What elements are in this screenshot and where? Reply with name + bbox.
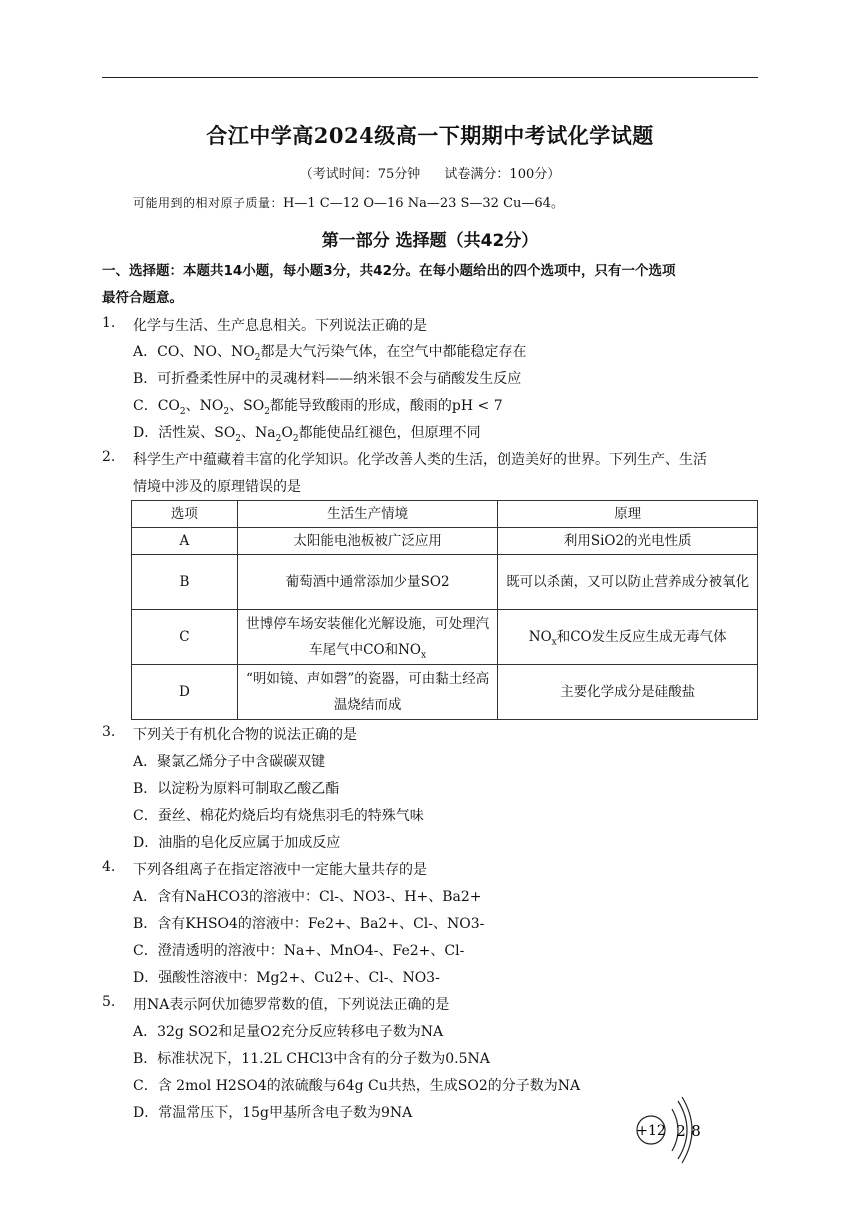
table-cell: C: [132, 610, 238, 665]
header-rule: [102, 77, 758, 78]
q4-option-a: A．含有NaHCO3的溶液中：Cl-、NO3-、H+、Ba2+: [133, 889, 482, 905]
exam-time: （考试时间：75分钟: [299, 167, 421, 182]
table-cell: “明如镜、声如磬”的瓷器，可由黏土经高温烧结而成: [237, 665, 498, 720]
q5-number: 5.: [102, 994, 116, 1010]
q1-stem: 化学与生活、生产息息相关。下列说法正确的是: [133, 318, 427, 334]
section-instructions-line2: 最符合题意。: [102, 290, 183, 306]
shell2-electrons: 8: [691, 1122, 701, 1140]
table-cell: B: [132, 555, 238, 610]
q5-option-b: B．标准状况下，11.2L CHCl3中含有的分子数为0.5NA: [133, 1051, 490, 1067]
q3-option-d: D．油脂的皂化反应属于加成反应: [133, 835, 341, 851]
atomic-masses: [133, 192, 564, 211]
table-cell: 葡萄酒中通常添加少量SO2: [237, 555, 498, 610]
q5-option-d: D．常温常压下，15g甲基所含电子数为9NA: [133, 1105, 413, 1121]
q4-option-c: C．澄清透明的溶液中：Na+、MnO4-、Fe2+、Cl-: [133, 943, 465, 959]
table-cell: 世博停车场安装催化光解设施，可处理汽车尾气中CO和$NO_x$: [237, 610, 498, 665]
q3-number: 3.: [102, 724, 116, 740]
q2-table: [131, 500, 758, 720]
q3-stem: 下列关于有机化合物的说法正确的是: [133, 727, 357, 743]
q3-option-c: C．蚕丝、棉花灼烧后均有烧焦羽毛的特殊气味: [133, 808, 424, 824]
page-title: 合江中学高2024级高一下期期中考试化学试题: [206, 123, 654, 148]
table-cell: 太阳能电池板被广泛应用: [237, 528, 498, 555]
table-cell: 主要化学成分是硅酸盐: [498, 665, 758, 720]
atom-structure-diagram: [634, 1095, 714, 1165]
table-row: [132, 528, 758, 555]
q1-option-c: C．$CO_2$、$NO_2$、$SO_2$都能导致酸雨的形成，酸雨的pH < 7: [133, 398, 503, 417]
q4-option-d: D．强酸性溶液中：Mg2+、Cu2+、Cl-、NO3-: [133, 970, 440, 986]
atomic-masses-values: H—1 C—12 O—16 Na—23 S—32 Cu—64。: [283, 196, 564, 211]
table-header-cell: 选项: [132, 501, 238, 528]
exam-info: [0, 163, 860, 182]
q1-option-a: A．CO、NO、$NO_2$都是大气污染气体，在空气中都能稳定存在: [133, 344, 527, 363]
part-heading: 第一部分 选择题（共42分）: [321, 231, 539, 251]
table-row: [132, 555, 758, 610]
q5-stem: 用NA表示阿伏加德罗常数的值，下列说法正确的是: [133, 997, 450, 1013]
table-cell: 既可以杀菌，又可以防止营养成分被氧化: [498, 555, 758, 610]
q3-option-a: A．聚氯乙烯分子中含碳碳双键: [133, 754, 326, 770]
q5-option-a: A．32g SO2和足量O2充分反应转移电子数为NA: [133, 1024, 444, 1040]
q2-number: 2.: [102, 449, 116, 465]
table-header-cell: 生活生产情境: [237, 501, 498, 528]
table-cell: D: [132, 665, 238, 720]
q4-option-b: B．含有KHSO4的溶液中：Fe2+、Ba2+、Cl-、NO3-: [133, 916, 485, 932]
shell1-electrons: 2: [676, 1122, 686, 1140]
table-header-cell: 原理: [498, 501, 758, 528]
table-cell: 利用SiO2的光电性质: [498, 528, 758, 555]
q2-stem-line1: 科学生产中蕴藏着丰富的化学知识。化学改善人类的生活，创造美好的世界。下列生产、生活: [133, 452, 707, 468]
section-instructions-line1: 一、选择题：本题共14小题，每小题3分，共42分。在每小题给出的四个选项中，只有一个选项: [102, 263, 676, 279]
q4-stem: 下列各组离子在指定溶液中一定能大量共存的是: [133, 862, 427, 878]
q2-stem-line2: 情境中涉及的原理错误的是: [133, 479, 301, 495]
exam-score: 试卷满分：100分）: [444, 167, 561, 182]
table-header-row: [132, 501, 758, 528]
nucleus-charge: +12: [636, 1123, 666, 1139]
q5-option-c: C．含 2mol H2SO4的浓硫酸与64g Cu共热，生成SO2的分子数为NA: [133, 1078, 581, 1094]
table-row: [132, 665, 758, 720]
q1-option-d: D．活性炭、$SO_2$、$Na_2O_2$都能使品红褪色，但原理不同: [133, 425, 481, 444]
q1-option-b: B．可折叠柔性屏中的灵魂材料——纳米银不会与硝酸发生反应: [133, 371, 522, 387]
table-cell: A: [132, 528, 238, 555]
table-row: [132, 610, 758, 665]
q3-option-b: B．以淀粉为原料可制取乙酸乙酯: [133, 781, 340, 797]
q1-number: 1.: [102, 315, 116, 331]
q4-number: 4.: [102, 859, 116, 875]
atomic-masses-label: 可能用到的相对原子质量：: [133, 196, 284, 210]
table-cell: $NO_x$和CO发生反应生成无毒气体: [498, 610, 758, 665]
